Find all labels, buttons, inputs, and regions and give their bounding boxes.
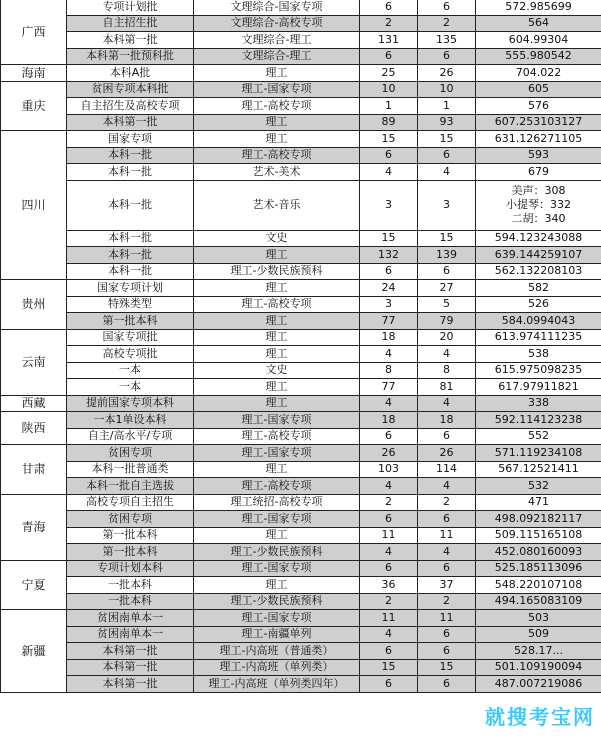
table-row: [1, 65, 601, 82]
batch-cell: 国家专项计划: [67, 280, 194, 297]
score-cell: 582: [476, 280, 601, 297]
batch-cell: 本科A批: [67, 65, 194, 82]
plan-cell: 15: [360, 230, 418, 247]
table-row: [1, 544, 601, 561]
subject-cell: 文史: [194, 230, 360, 247]
score-cell: 562.132208103: [476, 263, 601, 280]
batch-cell: 自主招生及高校专项: [67, 98, 194, 115]
subject-cell: 理工-国家专项: [194, 412, 360, 429]
batch-cell: 本科一批自主选拔: [67, 478, 194, 495]
admit-cell: 5: [418, 296, 476, 313]
admit-cell: 3: [418, 180, 476, 230]
province-cell: 广西: [1, 0, 67, 65]
table-row: [1, 511, 601, 528]
plan-cell: 89: [360, 114, 418, 131]
score-cell: 613.974111235: [476, 329, 601, 346]
plan-cell: 3: [360, 180, 418, 230]
admit-cell: 8: [418, 362, 476, 379]
score-cell: 564: [476, 15, 601, 32]
score-cell: 584.0994043: [476, 313, 601, 330]
score-cell: 509: [476, 626, 601, 643]
batch-cell: 本科第一批: [67, 114, 194, 131]
plan-cell: 77: [360, 313, 418, 330]
plan-cell: 4: [360, 626, 418, 643]
batch-cell: 本科一批: [67, 164, 194, 181]
plan-cell: 11: [360, 610, 418, 627]
subject-cell: 理工: [194, 346, 360, 363]
admit-cell: 114: [418, 461, 476, 478]
subject-cell: 理工-南疆单列: [194, 626, 360, 643]
table-row: [1, 81, 601, 98]
table-row: [1, 395, 601, 412]
admit-cell: 1: [418, 98, 476, 115]
admit-cell: 26: [418, 65, 476, 82]
admit-cell: 2: [418, 15, 476, 32]
batch-cell: 第一批本科: [67, 527, 194, 544]
subject-cell: 理工: [194, 65, 360, 82]
batch-cell: 本科第一批: [67, 659, 194, 676]
batch-cell: 本科一批: [67, 263, 194, 280]
subject-cell: 理工: [194, 131, 360, 148]
table-row: [1, 180, 601, 230]
score-cell: 526: [476, 296, 601, 313]
table-row: [1, 626, 601, 643]
batch-cell: 提前国家专项本科: [67, 395, 194, 412]
batch-cell: 自主/高水平/专项: [67, 428, 194, 445]
table-row: [1, 379, 601, 396]
table-row: [1, 313, 601, 330]
admit-cell: 2: [418, 593, 476, 610]
score-cell: 607.253103127: [476, 114, 601, 131]
batch-cell: 第一批本科: [67, 313, 194, 330]
table-row: [1, 98, 601, 115]
subject-cell: 理工-少数民族预科: [194, 544, 360, 561]
admit-cell: 6: [418, 511, 476, 528]
plan-cell: 2: [360, 15, 418, 32]
batch-cell: 贫困专项: [67, 445, 194, 462]
plan-cell: 2: [360, 593, 418, 610]
plan-cell: 4: [360, 544, 418, 561]
subject-cell: 理工: [194, 577, 360, 594]
table-row: [1, 362, 601, 379]
admit-cell: 4: [418, 395, 476, 412]
subject-cell: 理工-国家专项: [194, 610, 360, 627]
table-row: [1, 676, 601, 693]
province-cell: 海南: [1, 65, 67, 82]
batch-cell: 本科一批普通类: [67, 461, 194, 478]
score-cell: 592.114123238: [476, 412, 601, 429]
score-cell: 487.007219086: [476, 676, 601, 693]
batch-cell: 一本1单设本科: [67, 412, 194, 429]
table-row: [1, 445, 601, 462]
plan-cell: 18: [360, 412, 418, 429]
score-cell: 615.975098235: [476, 362, 601, 379]
batch-cell: 国家专项: [67, 131, 194, 148]
subject-cell: 理工-高校专项: [194, 428, 360, 445]
score-cell: 571.119234108: [476, 445, 601, 462]
table-row: [1, 48, 601, 65]
table-row: [1, 346, 601, 363]
batch-cell: 一本: [67, 362, 194, 379]
table-row: [1, 147, 601, 164]
admit-cell: 37: [418, 577, 476, 594]
plan-cell: 6: [360, 560, 418, 577]
subject-cell: 理工-少数民族预科: [194, 263, 360, 280]
batch-cell: 本科一批: [67, 180, 194, 230]
batch-cell: 一本: [67, 379, 194, 396]
score-cell: 494.165083109: [476, 593, 601, 610]
score-cell: 503: [476, 610, 601, 627]
subject-cell: 艺术-音乐: [194, 180, 360, 230]
province-cell: 贵州: [1, 280, 67, 330]
table-row: [1, 527, 601, 544]
table-row: [1, 247, 601, 264]
batch-cell: 特殊类型: [67, 296, 194, 313]
table-row: [1, 230, 601, 247]
table-row: [1, 32, 601, 49]
score-cell: 552: [476, 428, 601, 445]
table-row: [1, 263, 601, 280]
plan-cell: 36: [360, 577, 418, 594]
admit-cell: 135: [418, 32, 476, 49]
score-cell: 639.144259107: [476, 247, 601, 264]
admit-cell: 15: [418, 659, 476, 676]
batch-cell: 本科第一批: [67, 643, 194, 660]
subject-cell: 文理综合-国家专项: [194, 0, 360, 15]
score-cell: 501.109190094: [476, 659, 601, 676]
plan-cell: 24: [360, 280, 418, 297]
subject-cell: 理工: [194, 379, 360, 396]
batch-cell: 本科第一批: [67, 676, 194, 693]
watermark: 就搜考宝网: [485, 705, 595, 729]
score-cell: 617.97911821: [476, 379, 601, 396]
plan-cell: 15: [360, 131, 418, 148]
subject-cell: 理工: [194, 329, 360, 346]
subject-cell: 理工: [194, 395, 360, 412]
score-cell: [476, 180, 601, 230]
score-cell: 338: [476, 395, 601, 412]
plan-cell: 1: [360, 98, 418, 115]
table-row: [1, 478, 601, 495]
score-cell: 548.220107108: [476, 577, 601, 594]
batch-cell: 一批本科: [67, 577, 194, 594]
table-row: [1, 659, 601, 676]
plan-cell: 3: [360, 296, 418, 313]
plan-cell: 6: [360, 643, 418, 660]
admit-cell: 6: [418, 0, 476, 15]
batch-cell: 本科一批: [67, 147, 194, 164]
subject-cell: 理工: [194, 247, 360, 264]
batch-cell: 贫困南单本一: [67, 626, 194, 643]
subject-cell: 理工-少数民族预科: [194, 593, 360, 610]
subject-cell: 理工-国家专项: [194, 445, 360, 462]
plan-cell: 11: [360, 527, 418, 544]
province-cell: 四川: [1, 131, 67, 280]
admit-cell: 4: [418, 478, 476, 495]
admit-cell: 20: [418, 329, 476, 346]
subject-cell: 理工: [194, 280, 360, 297]
plan-cell: 2: [360, 494, 418, 511]
plan-cell: 6: [360, 263, 418, 280]
score-line: 美声：308: [511, 184, 566, 197]
subject-cell: 理工-国家专项: [194, 81, 360, 98]
batch-cell: 本科一批: [67, 247, 194, 264]
score-cell: 567.12521411: [476, 461, 601, 478]
subject-cell: 理工-内高班（单列类四年）: [194, 676, 360, 693]
admit-cell: 4: [418, 346, 476, 363]
batch-cell: 自主招生批: [67, 15, 194, 32]
score-line: 二胡：340: [511, 212, 566, 225]
plan-cell: 6: [360, 676, 418, 693]
score-cell: 538: [476, 346, 601, 363]
admit-cell: 6: [418, 147, 476, 164]
score-cell: 471: [476, 494, 601, 511]
admit-cell: 2: [418, 494, 476, 511]
admit-cell: 6: [418, 263, 476, 280]
admit-cell: 27: [418, 280, 476, 297]
subject-cell: 理工-内高班（普通类）: [194, 643, 360, 660]
province-cell: 重庆: [1, 81, 67, 131]
batch-cell: 贫困专项本科批: [67, 81, 194, 98]
plan-cell: 77: [360, 379, 418, 396]
score-cell: 604.99304: [476, 32, 601, 49]
subject-cell: 理工: [194, 461, 360, 478]
plan-cell: 132: [360, 247, 418, 264]
province-cell: 宁夏: [1, 560, 67, 610]
score-cell: 572.985699: [476, 0, 601, 15]
plan-cell: 6: [360, 48, 418, 65]
table-row: [1, 0, 601, 15]
score-cell: 532: [476, 478, 601, 495]
table-row: [1, 560, 601, 577]
subject-cell: 理工统招-高校专项: [194, 494, 360, 511]
plan-cell: 25: [360, 65, 418, 82]
table-row: [1, 412, 601, 429]
subject-cell: 理工-高校专项: [194, 478, 360, 495]
batch-cell: 一批本科: [67, 593, 194, 610]
plan-cell: 8: [360, 362, 418, 379]
admit-cell: 6: [418, 428, 476, 445]
plan-cell: 131: [360, 32, 418, 49]
subject-cell: 文理综合-理工: [194, 48, 360, 65]
subject-cell: 理工-国家专项: [194, 511, 360, 528]
batch-cell: 专项计划本科: [67, 560, 194, 577]
subject-cell: 理工-高校专项: [194, 147, 360, 164]
admit-cell: 6: [418, 626, 476, 643]
admit-cell: 6: [418, 676, 476, 693]
plan-cell: 10: [360, 81, 418, 98]
table-row: [1, 577, 601, 594]
score-line: 小提琴：332: [506, 198, 571, 211]
plan-cell: 6: [360, 511, 418, 528]
score-cell: 525.185113096: [476, 560, 601, 577]
batch-cell: 国家专项批: [67, 329, 194, 346]
plan-cell: 4: [360, 395, 418, 412]
table-body: [1, 0, 601, 692]
admit-cell: 15: [418, 230, 476, 247]
admit-cell: 18: [418, 412, 476, 429]
score-cell: 452.080160093: [476, 544, 601, 561]
plan-cell: 6: [360, 428, 418, 445]
table-row: [1, 164, 601, 181]
admit-cell: 11: [418, 610, 476, 627]
subject-cell: 理工-国家专项: [194, 560, 360, 577]
batch-cell: 本科第一批预科批: [67, 48, 194, 65]
province-cell: 青海: [1, 494, 67, 560]
subject-cell: 文理综合-理工: [194, 32, 360, 49]
table-row: [1, 494, 601, 511]
table-row: [1, 296, 601, 313]
subject-cell: 理工-内高班（单列类）: [194, 659, 360, 676]
subject-cell: 理工: [194, 313, 360, 330]
score-cell: 509.115165108: [476, 527, 601, 544]
table-row: [1, 593, 601, 610]
table-row: [1, 114, 601, 131]
score-cell: 576: [476, 98, 601, 115]
table-row: [1, 428, 601, 445]
subject-cell: 理工-高校专项: [194, 98, 360, 115]
batch-cell: 高校专项自主招生: [67, 494, 194, 511]
plan-cell: 26: [360, 445, 418, 462]
batch-cell: 高校专项批: [67, 346, 194, 363]
admit-cell: 93: [418, 114, 476, 131]
batch-cell: 本科一批: [67, 230, 194, 247]
score-cell: 631.126271105: [476, 131, 601, 148]
plan-cell: 103: [360, 461, 418, 478]
admit-cell: 6: [418, 560, 476, 577]
subject-cell: 理工: [194, 114, 360, 131]
province-cell: 甘肃: [1, 445, 67, 495]
table-row: [1, 610, 601, 627]
score-cell: 679: [476, 164, 601, 181]
plan-cell: 15: [360, 659, 418, 676]
table-row: [1, 131, 601, 148]
province-cell: 西藏: [1, 395, 67, 412]
subject-cell: 理工-高校专项: [194, 296, 360, 313]
admit-cell: 6: [418, 48, 476, 65]
plan-cell: 18: [360, 329, 418, 346]
admit-cell: 11: [418, 527, 476, 544]
batch-cell: 贫困南单本一: [67, 610, 194, 627]
batch-cell: 第一批本科: [67, 544, 194, 561]
table-row: [1, 329, 601, 346]
score-cell: 593: [476, 147, 601, 164]
subject-cell: 文理综合-高校专项: [194, 15, 360, 32]
table-row: [1, 280, 601, 297]
plan-cell: 6: [360, 147, 418, 164]
table-row: [1, 15, 601, 32]
plan-cell: 6: [360, 0, 418, 15]
admit-cell: 79: [418, 313, 476, 330]
province-cell: 云南: [1, 329, 67, 395]
score-cell: 498.092182117: [476, 511, 601, 528]
admit-cell: 10: [418, 81, 476, 98]
admit-cell: 4: [418, 164, 476, 181]
admit-cell: 15: [418, 131, 476, 148]
table-row: [1, 461, 601, 478]
score-cell: 704.022: [476, 65, 601, 82]
subject-cell: 艺术-美术: [194, 164, 360, 181]
batch-cell: 专项计划批: [67, 0, 194, 15]
admit-cell: 6: [418, 643, 476, 660]
plan-cell: 4: [360, 164, 418, 181]
subject-cell: 文史: [194, 362, 360, 379]
subject-cell: 理工: [194, 527, 360, 544]
plan-cell: 4: [360, 478, 418, 495]
table-row: [1, 643, 601, 660]
province-cell: 陕西: [1, 412, 67, 445]
admit-cell: 4: [418, 544, 476, 561]
admit-cell: 26: [418, 445, 476, 462]
score-cell: 605: [476, 81, 601, 98]
batch-cell: 本科第一批: [67, 32, 194, 49]
province-cell: 新疆: [1, 610, 67, 693]
batch-cell: 贫困专项: [67, 511, 194, 528]
score-cell: 528.17...: [476, 643, 601, 660]
score-cell: 555.980542: [476, 48, 601, 65]
admit-cell: 139: [418, 247, 476, 264]
score-cell: 594.123243088: [476, 230, 601, 247]
admit-cell: 81: [418, 379, 476, 396]
plan-cell: 4: [360, 346, 418, 363]
